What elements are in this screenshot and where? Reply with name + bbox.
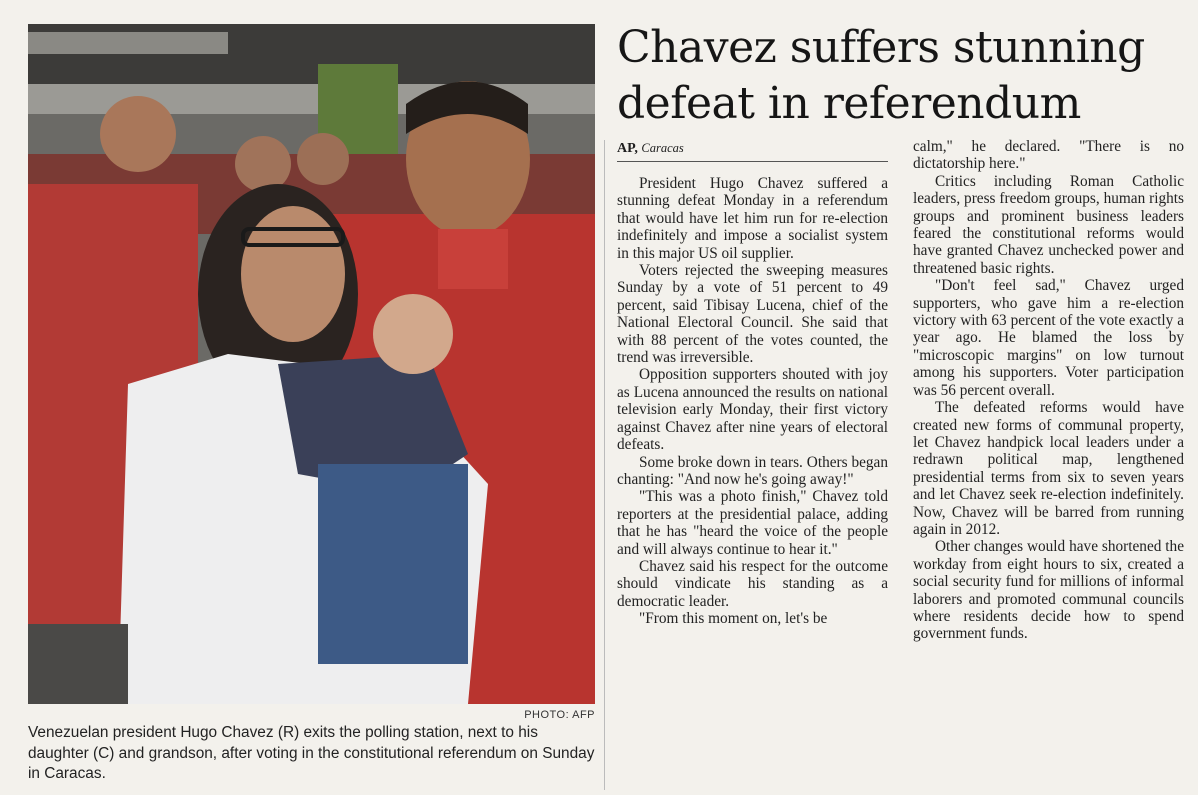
paragraph-continued: calm," he declared. "There is no dictatorship here." [913,138,1184,173]
article-column-1 [617,175,888,628]
photo-credit: PHOTO: AFP [524,709,595,721]
paragraph: "This was a photo finish," Chavez told reporters at the presidential palace, adding that he has "heard the voice of the people and will always continue to hear it." [617,488,888,558]
paragraph: "From this moment on, let's be [639,610,828,628]
byline-agency: AP, [617,141,638,156]
headline: Chavez suffers stunning defeat in referendum [617,22,1145,129]
photo-caption: Venezuelan president Hugo Chavez (R) exits the polling station, next to his daughter (C) and grandson, after voting in the constitutional referendum on Sunday in Caracas. [28,724,595,782]
paragraph: Opposition supporters shouted with joy as Lucena announced the results on national television early Monday, their first victory against Chavez after nine years of electoral defeats. [617,366,888,454]
paragraph: President Hugo Chavez suffered a stunning defeat Monday in a referendum that would have let him run for re-election indefinitely and impose a socialist system in this major US oil supplier. [617,175,888,262]
news-photo [28,24,595,704]
paragraph: Critics including Roman Catholic leaders, press freedom groups, human rights groups and prominent business leaders feared the constitutional reforms would have granted Chavez unchecked power and threatened basic rights. [913,172,1184,277]
byline-place: Caracas [641,141,684,155]
paragraph: Voters rejected the sweeping measures Sunday by a vote of 51 percent to 49 percent, said Tibisay Lucena, chief of the National Electoral Council. She said that with 88 percent of the votes counted, the trend was irreversible. [617,262,888,367]
paragraph: The defeated reforms would have created new forms of communal property, let Chavez handpick local leaders under a redrawn political map, lengthened presidential terms from six to seven years and let Chavez seek re-election indefinitely. Now, Chavez will be barred from running again in 2012. [913,399,1184,538]
column-divider [604,140,605,790]
byline [617,141,888,162]
paragraph: Chavez said his respect for the outcome should vindicate his standing as a democratic leader. [617,557,888,610]
article-column-2 [913,138,1184,643]
paragraph: Other changes would have shortened the workday from eight hours to six, created a social security fund for millions of informal laborers and promoted communal councils where residents decide how to spend government funds. [913,538,1184,643]
paragraph: Some broke down in tears. Others began chanting: "And now he's going away!" [617,453,888,488]
paragraph: "Don't feel sad," Chavez urged supporters, who gave him a re-election victory with 63 percent of the vote exactly a year ago. He blamed the loss by "microscopic margins" on low turnout among his supporters. Voter participation was 56 percent overall. [913,277,1184,399]
